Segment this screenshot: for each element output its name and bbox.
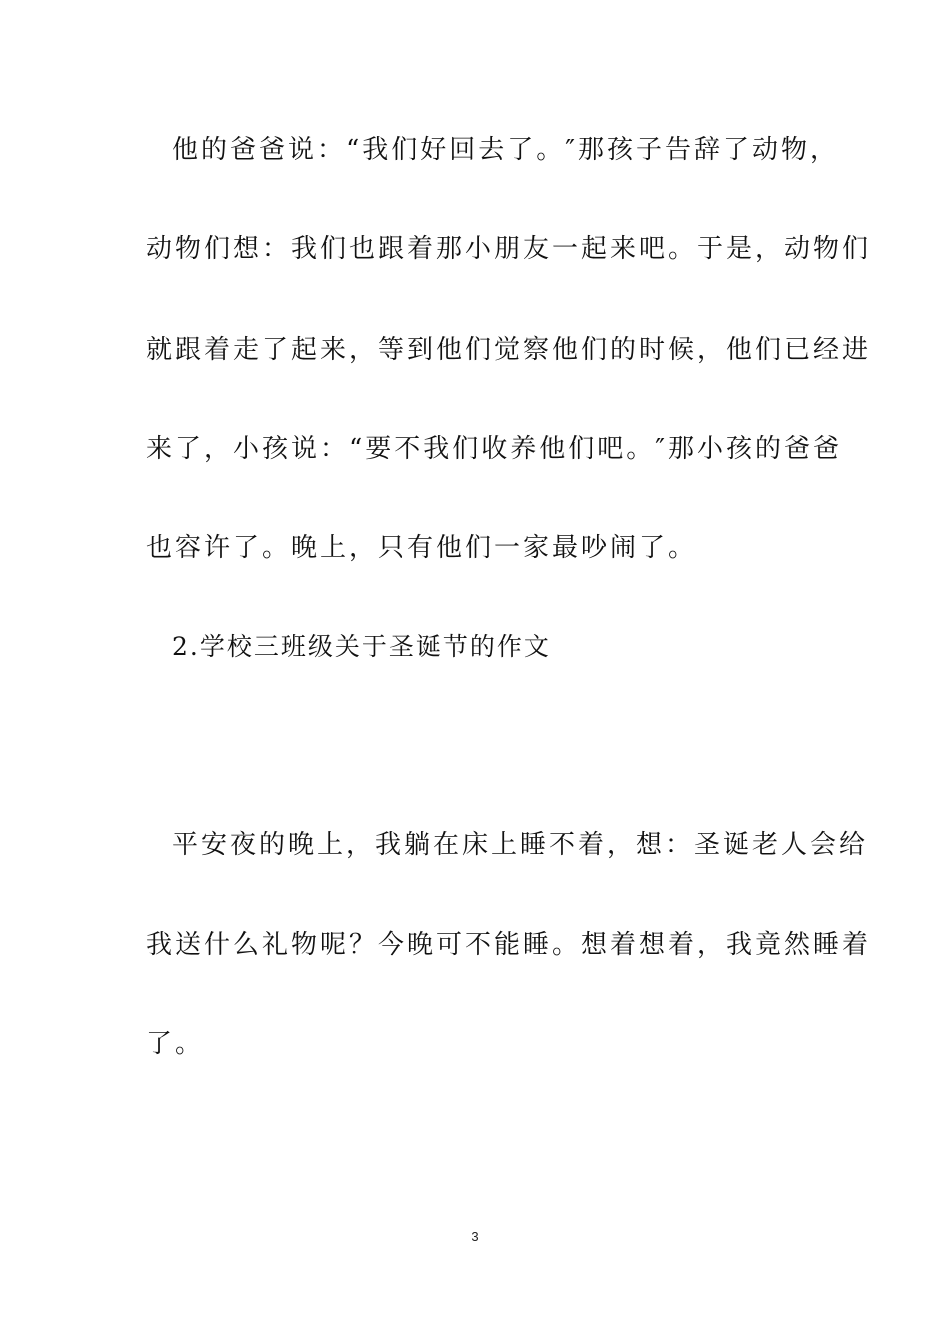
section-heading: 2.学校三班级关于圣诞节的作文	[172, 632, 551, 661]
paragraph-1-line-4: 来了，小孩说：“要不我们收养他们吧。″那小孩的爸爸	[146, 434, 843, 464]
paragraph-1-line-5: 也容许了。晚上，只有他们一家最吵闹了。	[146, 533, 698, 563]
paragraph-2-line-3: 了。	[146, 1029, 205, 1059]
paragraph-2-line-2: 我送什么礼物呢？今晚可不能睡。想着想着，我竟然睡着	[146, 930, 872, 960]
page-number: 3	[471, 1229, 479, 1244]
paragraph-1-line-2: 动物们想：我们也跟着那小朋友一起来吧。于是，动物们	[146, 234, 872, 264]
paragraph-1-line-3: 就跟着走了起来，等到他们觉察他们的时候，他们已经进	[146, 335, 872, 365]
paragraph-2-line-1: 平安夜的晚上，我躺在床上睡不着，想：圣诞老人会给	[172, 830, 869, 860]
paragraph-1-line-1: 他的爸爸说：“我们好回去了。″那孩子告辞了动物，	[172, 135, 840, 165]
